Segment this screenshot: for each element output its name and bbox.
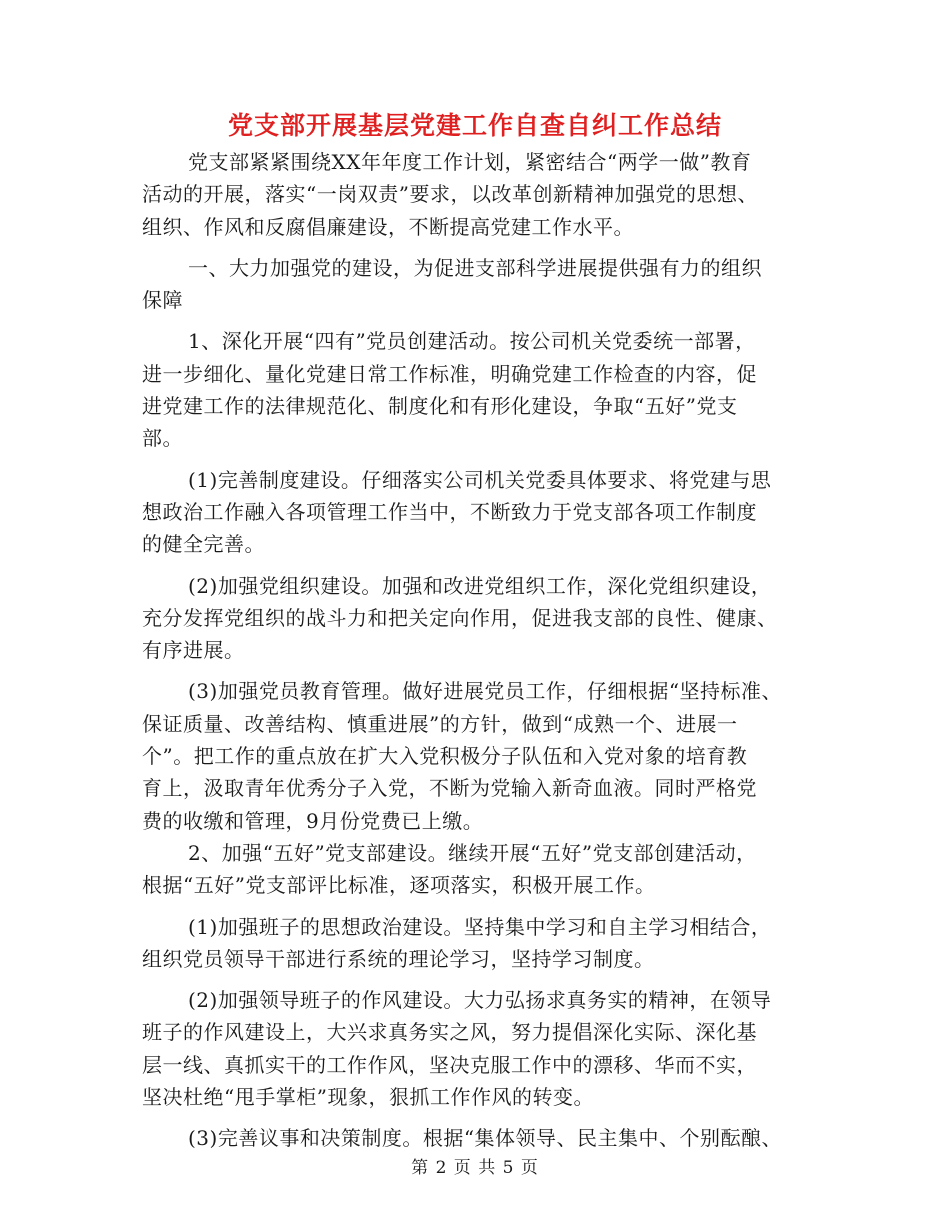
- text-line: 个”。把工作的重点放在扩大入党积极分子队伍和入党对象的培育教: [142, 744, 748, 769]
- section-heading: 一、大力加强党的建设，为促进支部科学进展提供强有力的组织: [188, 255, 762, 280]
- text-line: 育上，汲取青年优秀分子入党，不断为党输入新奇血液。同时严格党: [142, 776, 757, 801]
- text-line: 保证质量、改善结构、慎重进展”的方针，做到“成熟一个、进展一: [142, 711, 738, 736]
- text-line: (3)加强党员教育管理。做好进展党员工作，仔细根据“坚持标准、: [188, 679, 783, 704]
- text-line: 组织党员领导干部进行系统的理论学习，坚持学习制度。: [142, 946, 655, 971]
- section-heading: 保障: [142, 288, 183, 313]
- text-line: 党支部紧紧围绕XX年年度工作计划，紧密结合“两学一做”教育: [188, 150, 752, 174]
- text-line: 活动的开展，落实“一岗双责”要求，以改革创新精神加强党的思想、: [142, 182, 758, 207]
- text-line: 班子的作风建设上，大兴求真务实之风，努力提倡深化实际、深化基: [142, 1020, 757, 1045]
- text-line: 的健全完善。: [142, 532, 265, 557]
- text-line: 层一线、真抓实干的工作作风，坚决克服工作中的漂移、华而不实，: [142, 1052, 757, 1077]
- text-line: (2)加强党组织建设。加强和改进党组织工作，深化党组织建设，: [188, 573, 772, 598]
- page-number-footer: 第 2 页 共 5 页: [411, 1158, 539, 1178]
- text-line: (1)加强班子的思想政治建设。坚持集中学习和自主学习相结合，: [188, 914, 772, 939]
- text-line: (1)完善制度建设。仔细落实公司机关党委具体要求、将党建与思: [188, 467, 772, 492]
- text-line: 根据“五好”党支部评比标准，逐项落实，积极开展工作。: [142, 873, 656, 898]
- text-line: 进一步细化、量化党建日常工作标准，明确党建工作检查的内容，促: [142, 361, 757, 386]
- text-line: (3)完善议事和决策制度。根据“集体领导、民主集中、个别酝酿、: [188, 1126, 783, 1151]
- text-line: 想政治工作融入各项管理工作当中，不断致力于党支部各项工作制度: [142, 499, 757, 524]
- text-line: 进党建工作的法律规范化、制度化和有形化建设，争取“五好”党支: [142, 394, 738, 419]
- text-line: 2、加强“五好”党支部建设。继续开展“五好”党支部创建活动，: [188, 840, 757, 865]
- text-line: 1、深化开展“四有”党员创建活动。按公司机关党委统一部署，: [188, 329, 756, 354]
- document-body: [142, 146, 822, 1155]
- text-line: (2)加强领导班子的作风建设。大力弘扬求真务实的精神，在领导: [188, 988, 772, 1013]
- text-line: 坚决杜绝“甩手掌柜”现象，狠抓工作作风的转变。: [142, 1085, 594, 1110]
- text-line: 费的收缴和管理，9月份党费已上缴。: [142, 808, 484, 833]
- text-line: 充分发挥党组织的战斗力和把关定向作用，促进我支部的良性、健康、: [142, 605, 778, 630]
- text-line: 部。: [142, 426, 183, 451]
- text-line: 组织、作风和反腐倡廉建设，不断提高党建工作水平。: [142, 214, 634, 239]
- text-line: 有序进展。: [142, 638, 245, 663]
- document-title: 党支部开展基层党建工作自查自纠工作总结: [227, 111, 722, 140]
